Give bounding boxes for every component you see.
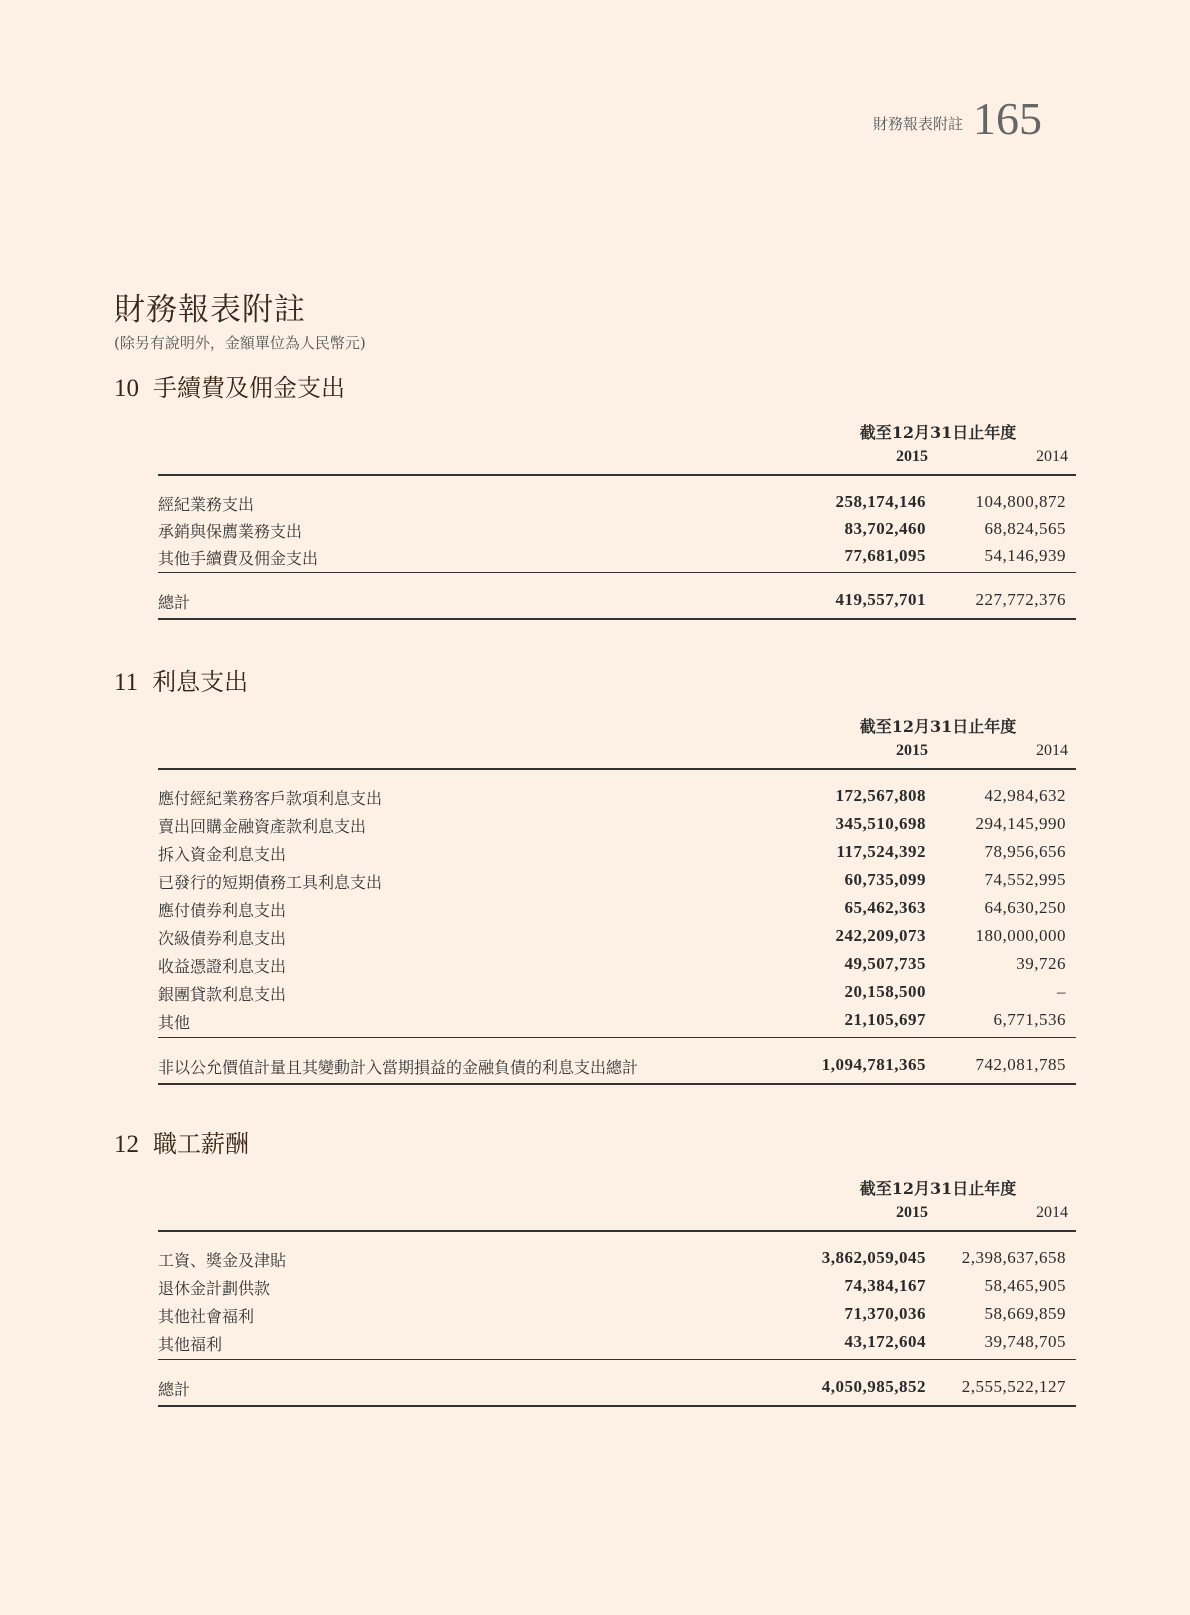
row-label: 其他 [158, 1013, 191, 1032]
row-label: 已發行的短期債務工具利息支出 [158, 873, 383, 892]
row-value-current: 74,384,167 [844, 1276, 926, 1295]
header-rule [158, 474, 1076, 476]
row-label: 承銷與保薦業務支出 [158, 522, 303, 541]
table-row [158, 1248, 1076, 1276]
table-row [158, 546, 1076, 574]
row-value-current: 65,462,363 [844, 898, 926, 917]
year-headers [798, 1204, 1078, 1226]
table-row [158, 492, 1076, 520]
period-header: 截至12月31日止年度 [859, 1179, 1017, 1198]
year-headers [798, 742, 1078, 764]
row-value-prior: 39,726 [1016, 954, 1066, 973]
table-row [158, 1276, 1076, 1304]
table-row [158, 519, 1076, 547]
header-rule [158, 1230, 1076, 1232]
section-title: 利息支出 [152, 668, 249, 696]
row-value-current: 60,735,099 [844, 870, 926, 889]
row-value-prior: 42,984,632 [984, 786, 1066, 805]
section-heading-10 [114, 368, 345, 403]
total-row [158, 1055, 1076, 1083]
row-value-prior: 294,145,990 [975, 814, 1066, 833]
total-value-current: 1,094,781,365 [821, 1055, 926, 1074]
table-row [158, 954, 1076, 982]
row-value-current: 172,567,808 [835, 786, 926, 805]
table-row [158, 982, 1076, 1010]
row-value-prior: 54,146,939 [984, 546, 1066, 565]
table-row [158, 898, 1076, 926]
row-label: 工資、獎金及津貼 [158, 1251, 287, 1270]
row-value-current: 345,510,698 [835, 814, 926, 833]
running-header-title: 財務報表附註 [872, 115, 963, 133]
table-row [158, 842, 1076, 870]
section-title: 職工薪酬 [153, 1130, 249, 1158]
total-value-current: 419,557,701 [835, 590, 926, 609]
row-value-current: 258,174,146 [835, 492, 926, 511]
table-row [158, 870, 1076, 898]
subtotal-rule [158, 572, 1076, 573]
total-row [158, 590, 1076, 618]
section-number: 12 [114, 1131, 139, 1158]
row-value-prior: 104,800,872 [975, 492, 1066, 511]
row-label: 應付債券利息支出 [158, 901, 287, 920]
row-value-current: 43,172,604 [844, 1332, 926, 1351]
year-current-header: 2015 [896, 1204, 928, 1221]
row-label: 次級債券利息支出 [158, 929, 287, 948]
row-label: 經紀業務支出 [158, 495, 255, 514]
total-label: 總計 [158, 1380, 191, 1399]
row-value-current: 21,105,697 [844, 1010, 926, 1029]
row-label: 其他社會福利 [158, 1307, 255, 1326]
row-value-prior: 74,552,995 [984, 870, 1066, 889]
page-title: 財務報表附註 [114, 292, 306, 328]
row-value-prior: 58,669,859 [984, 1304, 1066, 1323]
year-headers [798, 448, 1078, 470]
page-subtitle: (除另有說明外，金額單位為人民幣元) [114, 334, 366, 352]
row-label: 其他福利 [158, 1335, 223, 1354]
total-row [158, 1377, 1076, 1405]
row-value-current: 83,702,460 [844, 519, 926, 538]
row-value-current: 71,370,036 [844, 1304, 926, 1323]
row-label: 退休金計劃供款 [158, 1279, 271, 1298]
running-header [872, 93, 1042, 144]
row-value-prior: 180,000,000 [975, 926, 1066, 945]
header-rule [158, 768, 1076, 770]
table-row [158, 926, 1076, 954]
row-value-prior: 2,398,637,658 [961, 1248, 1066, 1267]
row-label: 其他手續費及佣金支出 [158, 549, 319, 568]
table-row [158, 1332, 1076, 1360]
total-label: 總計 [158, 593, 191, 612]
row-value-prior: 58,465,905 [984, 1276, 1066, 1295]
period-header: 截至12月31日止年度 [859, 423, 1017, 442]
total-value-current: 4,050,985,852 [821, 1377, 926, 1396]
row-value-prior: – [1057, 982, 1066, 1001]
total-label: 非以公允價值計量且其變動計入當期損益的金融負債的利息支出總計 [158, 1058, 639, 1077]
total-rule [158, 1405, 1076, 1407]
year-prior-header: 2014 [1036, 742, 1068, 759]
row-value-current: 3,862,059,045 [821, 1248, 926, 1267]
subtotal-rule [158, 1037, 1076, 1038]
row-value-current: 77,681,095 [844, 546, 926, 565]
page-number: 165 [973, 93, 1042, 144]
row-label: 應付經紀業務客戶款項利息支出 [158, 789, 383, 808]
total-rule [158, 618, 1076, 620]
subtotal-rule [158, 1359, 1076, 1360]
year-prior-header: 2014 [1036, 448, 1068, 465]
period-header: 截至12月31日止年度 [859, 717, 1017, 736]
row-value-current: 49,507,735 [844, 954, 926, 973]
total-value-prior: 742,081,785 [975, 1055, 1066, 1074]
table-row [158, 1304, 1076, 1332]
table-row [158, 814, 1076, 842]
section-title: 手續費及佣金支出 [153, 374, 345, 402]
year-prior-header: 2014 [1036, 1204, 1068, 1221]
section-number: 10 [114, 375, 139, 402]
table-row [158, 1010, 1076, 1038]
table-row [158, 786, 1076, 814]
row-value-prior: 68,824,565 [984, 519, 1066, 538]
row-value-prior: 6,771,536 [993, 1010, 1066, 1029]
section-heading-11 [114, 662, 248, 697]
row-value-prior: 78,956,656 [984, 842, 1066, 861]
year-current-header: 2015 [896, 742, 928, 759]
row-label: 收益憑證利息支出 [158, 957, 287, 976]
row-label: 拆入資金利息支出 [158, 845, 287, 864]
total-rule [158, 1083, 1076, 1085]
section-number: 11 [114, 669, 139, 696]
row-value-prior: 64,630,250 [984, 898, 1066, 917]
year-current-header: 2015 [896, 448, 928, 465]
row-value-prior: 39,748,705 [984, 1332, 1066, 1351]
row-value-current: 242,209,073 [835, 926, 926, 945]
total-value-prior: 2,555,522,127 [961, 1377, 1066, 1396]
row-label: 銀團貸款利息支出 [158, 985, 287, 1004]
section-heading-12 [114, 1124, 249, 1159]
row-label: 賣出回購金融資產款利息支出 [158, 817, 367, 836]
row-value-current: 117,524,392 [836, 842, 926, 861]
total-value-prior: 227,772,376 [975, 590, 1066, 609]
row-value-current: 20,158,500 [844, 982, 926, 1001]
